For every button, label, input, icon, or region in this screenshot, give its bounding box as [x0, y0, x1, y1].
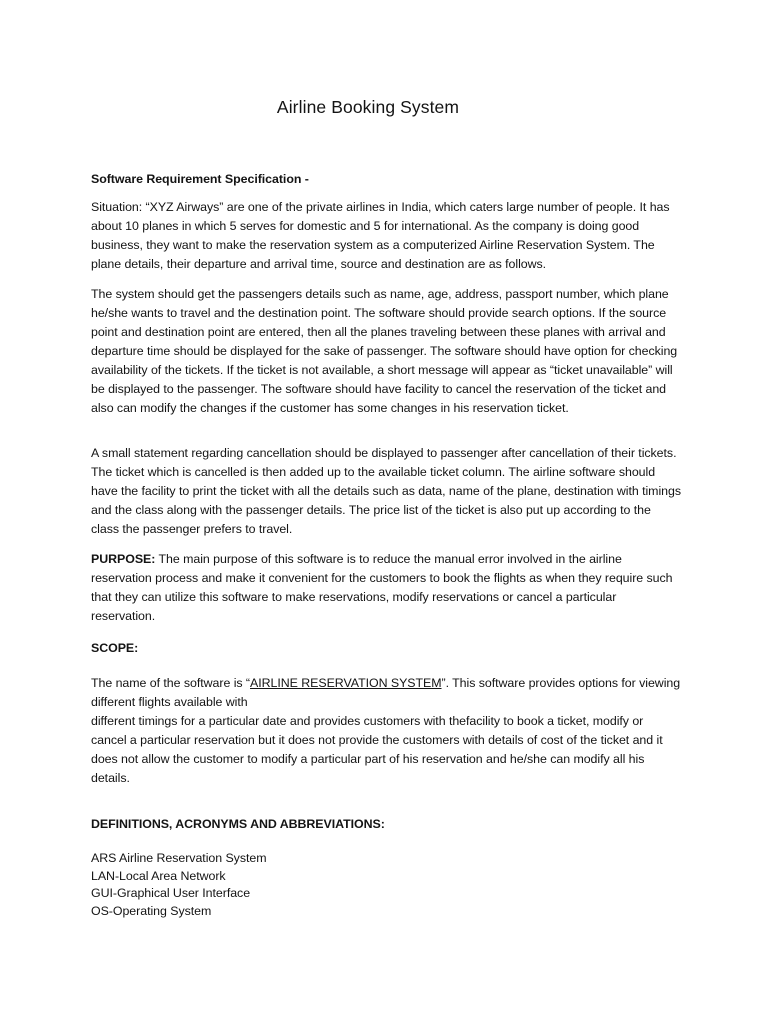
- situation-paragraph: Situation: “XYZ Airways” are one of the private airlines in India, which caters large number of people. It has about 10 planes in which 5 serves for domestic and 5 for international. As the company is doing good business, they want to make the reservation system as a computerized Airline Reservation System. The plane details, their departure and arrival time, source and destination are as follows.: [91, 200, 670, 271]
- scope-text-details: different timings for a particular date and provides customers with thefacility to book a ticket, modify or cancel a particular reservation but it does not provide the customers with details of cost of the ticket and it does not allow the customer to modify a particular part of his reservation and he/she can modify all his details.: [91, 714, 663, 785]
- definitions-list: [91, 850, 681, 920]
- list-item: ARS Airline Reservation System: [91, 851, 267, 865]
- srs-heading: Software Requirement Specification -: [91, 172, 309, 186]
- scope-software-name: AIRLINE RESERVATION SYSTEM: [250, 676, 442, 690]
- scope-paragraph: [91, 674, 681, 788]
- definitions-heading: DEFINITIONS, ACRONYMS AND ABBREVIATIONS:: [91, 817, 385, 831]
- list-item: GUI-Graphical User Interface: [91, 886, 251, 900]
- list-item: LAN-Local Area Network: [91, 868, 226, 883]
- document-title: Airline Booking System: [276, 97, 460, 117]
- scope-heading: SCOPE:: [91, 641, 139, 655]
- cancellation-paragraph: A small statement regarding cancellation should be displayed to passenger after cancellation of their tickets. The ticket which is cancelled is then added up to the available ticket column. The airline software should have the facility to print the ticket with all the details such as data, name of the plane, destination with timings and the class along with the passenger details. The price list of the ticket is also put up according to the class the passenger prefers to travel.: [91, 446, 681, 536]
- list-item: OS-Operating System: [91, 903, 212, 918]
- scope-text-intro: The name of the software is “: [91, 676, 251, 690]
- system-paragraph: The system should get the passengers details such as name, age, address, passport number, which plane he/she wants to travel and the destination point. The software should provide search options. If the source point and destination point are entered, then all the planes traveling between these planes with arrival and departure time should be displayed for the sake of passenger. The software should have option for checking availability of the tickets. If the ticket is not available, a short message will appear as “ticket unavailable” will be displayed to the passenger. The software should have facility to cancel the reservation of the ticket and also can modify the changes if the customer has some changes in his reservation ticket.: [91, 287, 678, 415]
- purpose-paragraph: [91, 550, 681, 626]
- purpose-text: The main purpose of this software is to reduce the manual error involved in the airline reservation process and make it convenient for the customers to book the flights as when they require such that they can utilize this software to make reservations, modify reservations or cancel a particular reservation.: [91, 552, 673, 623]
- scope-text-options: ”. This software provides options for viewing different flights available with: [91, 676, 681, 709]
- purpose-label: PURPOSE:: [91, 552, 156, 566]
